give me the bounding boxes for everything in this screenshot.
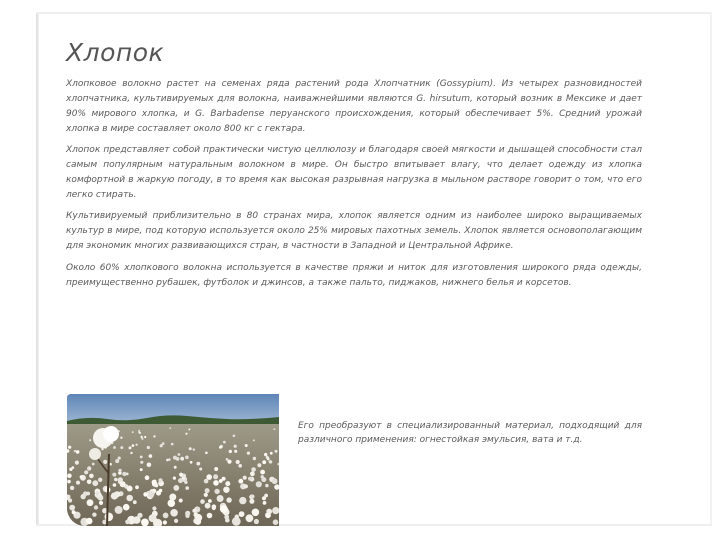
cotton-boll: [138, 431, 140, 433]
cotton-boll: [158, 478, 162, 482]
cotton-boll: [257, 463, 261, 467]
paragraph-origin: Хлопковое волокно растет на семенах ряда растений рода Хлопчатник (Gossypium). Из четырех разновидностей хлопчатника, культивируемых для волокна, наиважнейшими являются G. hirsutum, который возник в Мексике и дает 90% мирового хлопка, и G. Barbadense перуанского происхождения, который обеспечивает 5%. Средний урожай хлопка в мире составляет около 800 кг с гектара.: [66, 79, 642, 134]
cotton-boll: [89, 474, 94, 479]
cotton-boll: [206, 474, 212, 480]
cotton-boll: [125, 520, 130, 525]
cotton-boll: [87, 466, 91, 470]
cotton-boll: [113, 483, 117, 487]
cotton-boll: [95, 492, 99, 496]
cotton-boll: [273, 519, 279, 525]
cotton-boll: [156, 491, 161, 496]
cotton-boll: [266, 509, 272, 515]
cotton-boll: [185, 511, 190, 516]
cotton-boll: [133, 516, 141, 524]
cotton-boll: [270, 452, 273, 455]
cotton-boll: [234, 445, 237, 448]
cotton-boll: [111, 492, 118, 499]
cotton-boll: [152, 506, 156, 510]
cotton-boll: [140, 461, 143, 464]
paragraph-cultivation: Культивируемый приблизительно в 80 странах мира, хлопок является одним из наиболее широко выращиваемых культур в мире, под которую используется около 25% мировых пахотных земель. Хлопок является основополагающим для экономик многих развивающихся стран, в частности в Западной и Центральной Африке.: [66, 211, 642, 251]
cotton-boll: [74, 450, 76, 452]
cotton-boll: [212, 506, 216, 510]
cotton-boll: [213, 474, 218, 479]
cotton-boll: [252, 509, 260, 517]
cotton-boll: [199, 468, 202, 471]
cotton-boll: [204, 479, 209, 484]
cotton-boll: [115, 506, 123, 514]
cotton-boll: [69, 468, 72, 471]
cotton-boll: [123, 504, 130, 511]
cotton-boll: [122, 472, 126, 476]
cotton-boll: [265, 484, 268, 487]
paragraph-usage: Около 60% хлопкового волокна используется в качестве пряжи и ниток для изготовления широкого ряда одежды, преимущественно рубашек, футболок и джинсов, а также пальто, пиджаков, нижнего белья и корсетов.: [66, 263, 642, 288]
cotton-boll: [163, 520, 167, 524]
cotton-boll: [141, 436, 143, 438]
cotton-boll: [87, 499, 94, 506]
cotton-boll: [193, 448, 195, 450]
cotton-boll: [238, 479, 243, 484]
cotton-boll: [223, 487, 229, 493]
cotton-boll: [192, 509, 196, 513]
cotton-boll: [132, 444, 135, 447]
cotton-boll: [170, 509, 178, 517]
cotton-boll: [217, 495, 224, 502]
cotton-boll: [223, 441, 226, 444]
cotton-boll: [112, 473, 116, 477]
cotton-boll: [188, 428, 190, 430]
cotton-boll: [105, 513, 114, 522]
cotton-boll: [195, 518, 202, 525]
cotton-boll: [174, 519, 178, 523]
cotton-boll: [226, 497, 231, 502]
cotton-boll: [205, 488, 210, 493]
cotton-boll: [135, 485, 139, 489]
cotton-boll: [244, 484, 248, 488]
cotton-boll: [180, 457, 184, 461]
cotton-boll: [243, 476, 247, 480]
cotton-boll: [204, 493, 208, 497]
cotton-boll: [126, 495, 133, 502]
cotton-boll: [132, 431, 134, 433]
cotton-boll: [275, 450, 278, 453]
cotton-boll: [98, 478, 102, 482]
cotton-boll: [194, 512, 199, 517]
cotton-boll: [92, 480, 98, 486]
cotton-field-photo: [67, 394, 279, 526]
cotton-boll: [168, 458, 171, 461]
cotton-boll: [214, 489, 219, 494]
cotton-boll: [200, 499, 205, 504]
cotton-boll: [213, 480, 219, 486]
cotton-boll: [133, 500, 137, 504]
cotton-boll: [238, 464, 242, 468]
cotton-boll: [129, 446, 132, 449]
cotton-boll: [113, 446, 116, 449]
cotton-field-image: [67, 394, 279, 526]
cotton-boll: [264, 453, 267, 456]
cotton-boll: [249, 499, 254, 504]
cotton-boll: [69, 505, 75, 511]
cotton-boll: [115, 459, 119, 463]
cotton-boll: [67, 474, 72, 479]
cotton-boll: [246, 514, 254, 522]
cotton-boll: [144, 436, 146, 438]
cotton-boll: [256, 481, 262, 487]
cotton-boll: [169, 494, 176, 501]
paragraph-properties: Хлопок представляет собой практически чистую целлюлозу и благодаря своей мягкости и дышащей способности стал самым популярным натуральным волокном в мире. Он быстро впитывает влагу, что делает одежду из хлопка комфортной в жаркую погоду, в то время как высокая разрывная нагрузка в мыльном растворе говорит о том, что его легко стирать.: [66, 145, 642, 200]
cotton-boll: [179, 499, 183, 503]
cotton-boll: [250, 471, 255, 476]
cotton-boll: [163, 513, 169, 519]
cotton-boll: [272, 507, 279, 514]
cotton-boll: [205, 503, 211, 509]
photo-caption: Его преобразуют в специализированный материал, подходящий для различного применения: огнестойкая эмульсия, вата и т.д.: [298, 421, 642, 445]
cotton-boll: [236, 460, 240, 464]
cotton-boll: [68, 446, 71, 449]
cotton-boll: [149, 454, 153, 458]
cotton-boll: [250, 494, 254, 498]
cotton-boll: [253, 457, 256, 460]
cotton-boll: [185, 456, 189, 460]
cotton-boll: [127, 486, 133, 492]
cotton-boll: [219, 479, 223, 483]
cotton-boll: [266, 456, 269, 459]
cotton-boll: [190, 461, 193, 464]
cotton-boll: [118, 469, 121, 472]
cotton-boll: [120, 481, 126, 487]
cotton-boll: [72, 510, 76, 514]
cotton-boll: [178, 478, 183, 483]
cotton-boll: [171, 443, 174, 446]
cotton-boll: [80, 475, 83, 478]
cotton-boll: [248, 477, 252, 481]
cotton-boll: [234, 450, 237, 453]
cotton-boll: [178, 453, 181, 456]
cotton-boll: [92, 463, 95, 466]
cotton-boll: [208, 499, 212, 503]
cotton-boll: [92, 513, 96, 517]
cotton-boll: [261, 477, 266, 482]
cotton-boll: [245, 444, 248, 447]
cotton-boll: [264, 494, 268, 498]
cotton-boll: [70, 486, 74, 490]
cotton-boll: [179, 473, 183, 477]
cotton-boll: [239, 497, 246, 504]
cotton-boll: [94, 505, 98, 509]
cotton-boll: [173, 456, 177, 460]
slide-frame-top: [36, 12, 712, 14]
cotton-boll: [168, 499, 176, 507]
cotton-boll: [76, 450, 80, 454]
cotton-boll: [147, 463, 152, 468]
cotton-boll: [153, 435, 155, 437]
cotton-boll: [233, 435, 236, 438]
cotton-boll: [84, 470, 88, 474]
cotton-boll: [247, 452, 250, 455]
slide-title: Хлопок: [66, 38, 165, 67]
cotton-boll: [86, 492, 90, 496]
cotton-boll: [162, 442, 165, 445]
cotton-boll: [140, 456, 143, 459]
cotton-boll: [145, 475, 150, 480]
slide-frame-right: [710, 12, 712, 526]
cotton-boll: [207, 513, 213, 519]
cotton-boll: [99, 501, 103, 505]
cotton-boll: [263, 501, 267, 505]
cotton-boll: [87, 480, 92, 485]
cotton-boll: [120, 437, 122, 439]
cotton-boll: [272, 478, 278, 484]
cotton-boll: [269, 460, 272, 463]
cotton-boll: [224, 515, 229, 520]
cotton-boll: [143, 492, 148, 497]
cotton-boll: [141, 519, 149, 527]
cotton-boll: [189, 447, 192, 450]
cotton-boll: [229, 450, 232, 453]
cotton-boll: [239, 511, 245, 517]
cotton-boll: [185, 433, 187, 435]
cotton-boll: [169, 427, 171, 429]
cotton-boll: [147, 446, 150, 449]
cotton-boll: [148, 491, 155, 498]
cotton-boll: [214, 467, 218, 471]
slide-frame-left: [36, 14, 39, 526]
cotton-boll: [219, 446, 222, 449]
cotton-boll: [140, 468, 143, 471]
cotton-boll: [86, 518, 93, 525]
cotton-boll: [262, 460, 266, 464]
cotton-boll: [174, 466, 177, 469]
cotton-boll: [185, 486, 189, 490]
cotton-boll: [103, 460, 107, 464]
cotton-boll: [76, 481, 80, 485]
cotton-boll: [253, 439, 255, 441]
cotton-boll: [254, 519, 259, 524]
cotton-boll: [274, 428, 276, 430]
cotton-boll: [205, 452, 208, 455]
cotton-boll: [118, 457, 121, 460]
cotton-boll: [225, 481, 230, 486]
cotton-boll: [136, 444, 138, 446]
cotton-boll: [196, 462, 200, 466]
cotton-boll: [114, 478, 118, 482]
cotton-boll: [152, 480, 157, 485]
cotton-boll: [220, 505, 228, 513]
cotton-boll: [251, 467, 256, 472]
cotton-boll: [235, 515, 239, 519]
cotton-boll: [173, 485, 179, 491]
cotton-boll: [67, 480, 71, 484]
cotton-boll: [120, 446, 123, 449]
cotton-boll: [75, 461, 79, 465]
cotton-boll: [226, 458, 229, 461]
cotton-boll: [89, 439, 91, 441]
cotton-boll: [260, 470, 265, 475]
cotton-boll: [130, 452, 132, 454]
cotton-boll: [173, 477, 176, 480]
